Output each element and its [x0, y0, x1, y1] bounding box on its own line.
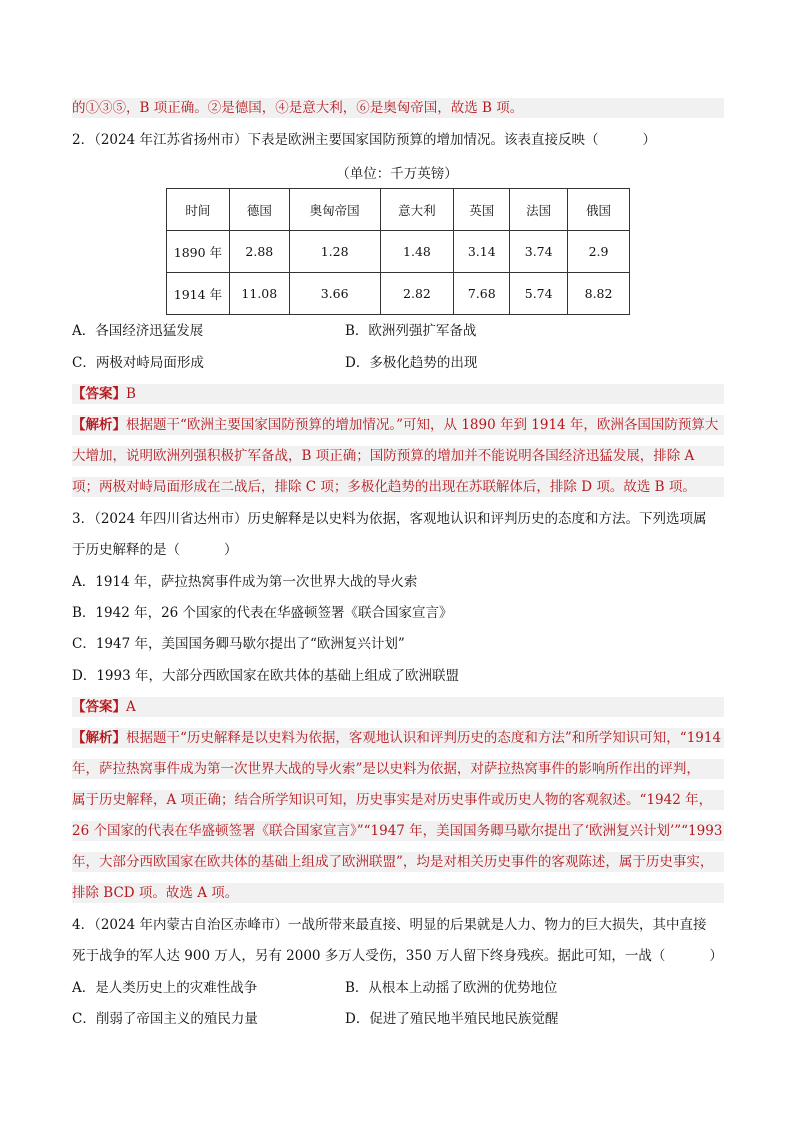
table-row: [167, 273, 630, 315]
table-row: [167, 231, 630, 273]
table-cell: 8.82: [568, 273, 630, 315]
table-cell: 5.74: [510, 273, 568, 315]
q3-analysis-line: 年，大部分西欧国家在欧共体的基础上组成了欧洲联盟”，均是对相关历史事件的客观陈述，属于历史事实，: [72, 852, 724, 872]
q3-analysis-line: 排除 BCD 项。故选 A 项。: [72, 883, 724, 903]
q3-analysis-line: 属于历史解释，A 项正确；结合所学知识可知，历史事实是对历史事件或历史人物的客观叙述。“1942 年，: [72, 790, 724, 810]
q3-stem: 3．（2024 年四川省达州市）历史解释是以史料为依据，客观地认识和评判历史的态度和方法。下列选项属: [72, 511, 707, 527]
q4-option-d[interactable]: D．促进了殖民地半殖民地民族觉醒: [345, 1011, 559, 1027]
table-cell: 1.28: [289, 231, 380, 273]
q3-analysis-line: 26 个国家的代表在华盛顿签署《联合国家宣言》”“1947 年，美国国务卿马歇尔提出了‘欧洲复兴计划’”“1993: [72, 823, 723, 839]
q3-answer: 【答案】A: [72, 697, 724, 717]
q2-analysis-line: 【解析】根据题干“欧洲主要国家国防预算的增加情况。”可知，从 1890 年到 1914 年，欧洲各国国防预算大: [72, 415, 724, 435]
q2-stem: 2．（2024 年江苏省扬州市）下表是欧洲主要国家国防预算的增加情况。该表直接反映（ ）: [72, 132, 656, 148]
table-cell: 1890 年: [167, 231, 230, 273]
q2-option-d[interactable]: D．多极化趋势的出现: [345, 355, 478, 371]
table-cell: 2.82: [380, 273, 454, 315]
table-header-cell: 时间: [167, 189, 230, 231]
q2-option-a[interactable]: A．各国经济迅猛发展: [72, 323, 204, 339]
table-header-cell: 德国: [229, 189, 289, 231]
table-cell: 3.14: [454, 231, 510, 273]
table-header-cell: 法国: [510, 189, 568, 231]
q4-stem: 4．（2024 年内蒙古自治区赤峰市）一战所带来最直接、明显的后果就是人力、物力的巨大损失，其中直接: [72, 917, 707, 933]
q2-analysis-line: 项；两极对峙局面形成在二战后，排除 C 项；多极化趋势的出现在苏联解体后，排除 D 项。故选 B 项。: [72, 477, 724, 497]
q3-stem: 于历史解释的是（ ）: [72, 542, 238, 558]
q3-option-a[interactable]: A．1914 年，萨拉热窝事件成为第一次世界大战的导火索: [72, 574, 418, 590]
q4-option-c[interactable]: C．削弱了帝国主义的殖民力量: [72, 1011, 258, 1027]
q2-analysis-line: 大增加，说明欧洲列强积极扩军备战，B 项正确；国防预算的增加并不能说明各国经济迅猛发展，排除 A: [72, 446, 724, 466]
q3-option-b[interactable]: B．1942 年，26 个国家的代表在华盛顿签署《联合国家宣言》: [72, 605, 453, 621]
previous-analysis-tail: 的①③⑤，B 项正确。②是德国，④是意大利，⑥是奥匈帝国，故选 B 项。: [72, 98, 724, 118]
q2-option-c[interactable]: C．两极对峙局面形成: [72, 355, 204, 371]
table-header-row: [167, 189, 630, 231]
q2-answer: 【答案】B: [72, 384, 724, 404]
table-cell: 3.74: [510, 231, 568, 273]
table-cell: 1.48: [380, 231, 454, 273]
table-cell: 2.88: [229, 231, 289, 273]
q4-option-a[interactable]: A．是人类历史上的灾难性战争: [72, 980, 258, 996]
q3-option-d[interactable]: D．1993 年，大部分西欧国家在欧共体的基础上组成了欧洲联盟: [72, 668, 459, 684]
q4-stem: 死于战争的军人达 900 万人，另有 2000 多万人受伤，350 万人留下终身残疾。据此可知，一战（ ）: [72, 948, 723, 964]
table-cell: 2.9: [568, 231, 630, 273]
table-cell: 7.68: [454, 273, 510, 315]
q3-analysis-line: 【解析】根据题干“历史解释是以史料为依据，客观地认识和评判历史的态度和方法”和所学知识可知，“1914: [72, 728, 724, 748]
q2-budget-table: [166, 188, 630, 315]
table-cell: 11.08: [229, 273, 289, 315]
q4-option-b[interactable]: B．从根本上动摇了欧洲的优势地位: [345, 980, 558, 996]
table-cell: 1914 年: [167, 273, 230, 315]
table-cell: 3.66: [289, 273, 380, 315]
table-header-cell: 英国: [454, 189, 510, 231]
table-header-cell: 意大利: [380, 189, 454, 231]
q3-analysis-line: 年，萨拉热窝事件成为第一次世界大战的导火索”是以史料为依据，对萨拉热窝事件的影响所作出的评判，: [72, 759, 724, 779]
table-header-cell: 俄国: [568, 189, 630, 231]
q3-option-c[interactable]: C．1947 年，美国国务卿马歇尔提出了“欧洲复兴计划”: [72, 636, 405, 652]
q2-table-unit: （单位：千万英镑）: [336, 166, 458, 182]
table-header-cell: 奥匈帝国: [289, 189, 380, 231]
q2-option-b[interactable]: B．欧洲列强扩军备战: [345, 323, 477, 339]
